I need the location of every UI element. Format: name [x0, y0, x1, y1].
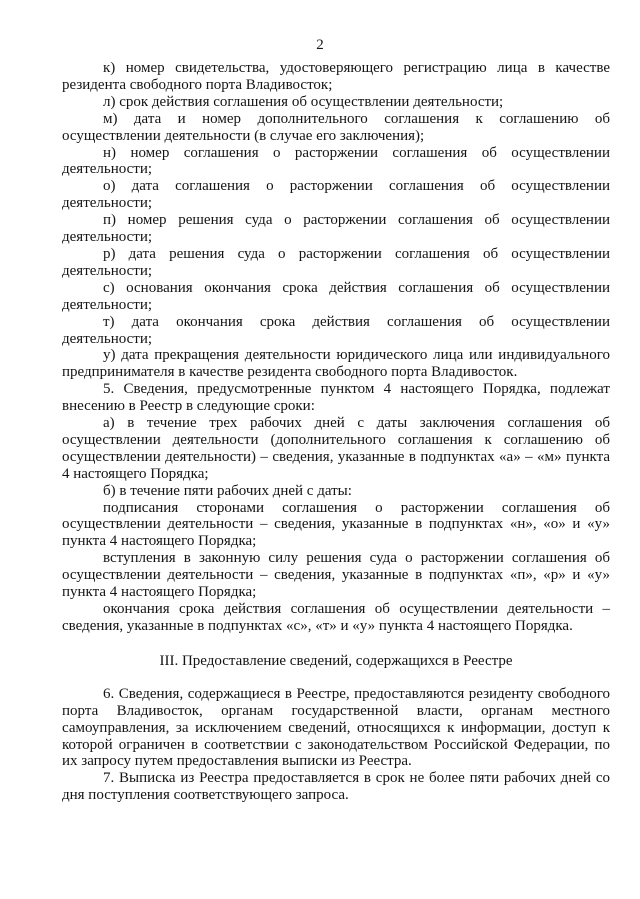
paragraph-o: о) дата соглашения о расторжении соглашения об осуществлении деятельности; [62, 178, 610, 212]
paragraph-7: 7. Выписка из Реестра предоставляется в срок не более пяти рабочих дней со дня поступления соответствующего запроса. [62, 770, 610, 804]
paragraph-t: т) дата окончания срока действия соглашения об осуществлении деятельности; [62, 313, 610, 347]
paragraph-k: к) номер свидетельства, удостоверяющего регистрацию лица в качестве резидента свободного порта Владивосток; [62, 60, 610, 93]
paragraph-m: м) дата и номер дополнительного соглашения к соглашению об осуществлении деятельности (в случае его заключения); [62, 110, 610, 144]
paragraph-r: р) дата решения суда о расторжении соглашения об осуществлении деятельности; [62, 245, 610, 279]
paragraph-p: п) номер решения суда о расторжении соглашения об осуществлении деятельности; [62, 212, 610, 246]
paragraph-5b-court: вступления в законную силу решения суда о расторжении соглашения об осуществлении деятельности – сведения, указанные в подпунктах «п», «р» и «у» пункта 4 настоящего Порядка; [62, 550, 610, 601]
paragraph-l: л) срок действия соглашения об осуществлении деятельности; [103, 93, 504, 110]
paragraph-6: 6. Сведения, содержащиеся в Реестре, предоставляются резиденту свободного порта Владивосток, органам государственной власти, органам местного самоуправления, за исключением сведений, относящихся к информации, доступ к которой ограничен в соответствии с законодательством Российской Федерации, по их запросу путем предоставления выписки из Реестра. [62, 685, 610, 770]
paragraph-s: с) основания окончания срока действия соглашения об осуществлении деятельности; [62, 279, 610, 313]
paragraph-5b: б) в течение пяти рабочих дней с даты: [103, 482, 352, 499]
paragraph-5b-expiry: окончания срока действия соглашения об осуществлении деятельности – сведения, указанные в подпунктах «с», «т» и «у» пункта 4 настоящего Порядка. [62, 601, 610, 634]
paragraph-5: 5. Сведения, предусмотренные пунктом 4 настоящего Порядка, подлежат внесению в Реестр в следующие сроки: [62, 381, 610, 415]
paragraph-n: н) номер соглашения о расторжении соглашения об осуществлении деятельности; [62, 144, 610, 178]
paragraph-5a: а) в течение трех рабочих дней с даты заключения соглашения об осуществлении деятельности (дополнительного соглашения к соглашению об осуществлении деятельности) – сведения, указанные в подпунктах «а» – «м» пункта 4 настоящего Порядка; [62, 415, 610, 482]
page-number: 2 [316, 37, 324, 53]
section-heading: III. Предоставление сведений, содержащихся в Реестре [159, 652, 513, 669]
document-body [62, 60, 610, 804]
paragraph-5b-signing: подписания сторонами соглашения о расторжении соглашения об осуществлении деятельности – сведения, указанные в подпунктах «н», «о» и «у» пункта 4 настоящего Порядка; [62, 499, 610, 550]
paragraph-u: у) дата прекращения деятельности юридического лица или индивидуального предпринимателя в качестве резидента свободного порта Владивосток. [62, 347, 610, 381]
